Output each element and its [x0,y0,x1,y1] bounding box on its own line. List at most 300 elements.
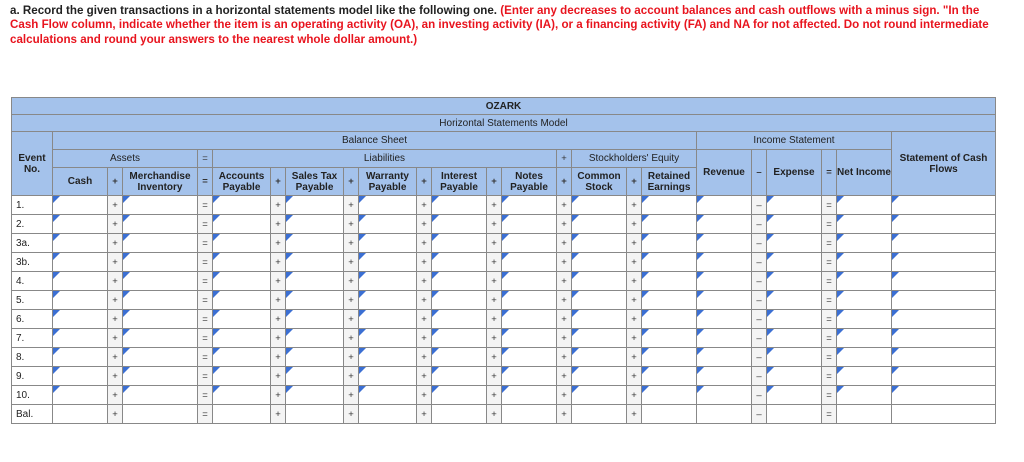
input-marker-icon [123,253,130,260]
equals-op: = [822,329,837,348]
plus-op: + [627,386,642,405]
plus-op: + [344,386,359,405]
net-income-input[interactable] [837,367,892,386]
common-stock-input[interactable] [572,348,627,367]
input-marker-icon [502,386,509,393]
notes-payable-input[interactable] [502,329,557,348]
equals-op: = [822,310,837,329]
net-income-header: Net Income [837,150,892,196]
inventory-input[interactable] [123,215,198,234]
retained-earnings-input[interactable] [642,272,697,291]
common-stock-input[interactable] [572,386,627,405]
warranty-payable-input[interactable] [359,386,417,405]
interest-payable-input[interactable] [432,215,487,234]
retained-earnings-input[interactable] [642,215,697,234]
cash-flow-input[interactable] [892,291,996,310]
common-stock-header: Common Stock [572,168,627,196]
plus-op: + [108,272,123,291]
input-marker-icon [642,215,649,222]
retained-earnings-input[interactable] [642,405,697,424]
warranty-payable-input[interactable] [359,329,417,348]
plus-op: + [344,234,359,253]
common-stock-input[interactable] [572,253,627,272]
cash-input[interactable] [53,310,108,329]
cash-flow-input[interactable] [892,310,996,329]
input-marker-icon [359,215,366,222]
warranty-payable-input[interactable] [359,405,417,424]
cash-input[interactable] [53,386,108,405]
instructions-lead: a. Record the given transactions in a horizontal statements model like the following one. [10,4,498,17]
common-stock-input[interactable] [572,215,627,234]
plus-op: + [108,291,123,310]
sales-tax-payable-input[interactable] [286,367,344,386]
expense-header: Expense [767,150,822,196]
common-stock-input[interactable] [572,234,627,253]
input-marker-icon [432,348,439,355]
event-label: 7. [12,329,53,348]
inventory-input[interactable] [123,405,198,424]
accounts-payable-input[interactable] [213,253,271,272]
input-marker-icon [502,367,509,374]
plus-op: + [417,329,432,348]
notes-payable-input[interactable] [502,367,557,386]
notes-payable-input[interactable] [502,405,557,424]
retained-earnings-input[interactable] [642,253,697,272]
input-marker-icon [286,272,293,279]
sales-tax-payable-input[interactable] [286,310,344,329]
table-row [12,196,996,215]
interest-payable-input[interactable] [432,348,487,367]
input-marker-icon [767,272,774,279]
input-marker-icon [767,215,774,222]
warranty-payable-input[interactable] [359,291,417,310]
input-marker-icon [213,196,220,203]
inventory-input[interactable] [123,272,198,291]
cash-flow-input[interactable] [892,196,996,215]
plus-op: + [417,272,432,291]
cash-flow-input[interactable] [892,272,996,291]
expense-input[interactable] [767,405,822,424]
input-marker-icon [892,215,899,222]
plus-op: + [417,234,432,253]
sales-tax-payable-input[interactable] [286,405,344,424]
net-income-input[interactable] [837,348,892,367]
net-income-input[interactable] [837,386,892,405]
input-marker-icon [432,196,439,203]
event-label: 3a. [12,234,53,253]
input-marker-icon [359,253,366,260]
plus-op: + [557,196,572,215]
plus-op: + [271,310,286,329]
plus-op: + [344,272,359,291]
net-income-input[interactable] [837,234,892,253]
revenue-input[interactable] [697,348,752,367]
expense-input[interactable] [767,310,822,329]
cash-input[interactable] [53,196,108,215]
warranty-payable-input[interactable] [359,196,417,215]
sales-tax-payable-input[interactable] [286,329,344,348]
equals-op: = [822,291,837,310]
plus-op: + [557,234,572,253]
input-marker-icon [359,310,366,317]
plus-op: + [108,253,123,272]
input-marker-icon [53,291,60,298]
notes-payable-input[interactable] [502,386,557,405]
input-marker-icon [572,386,579,393]
sales-tax-payable-input[interactable] [286,272,344,291]
equity-header: Stockholders' Equity [572,150,697,168]
input-marker-icon [572,272,579,279]
common-stock-input[interactable] [572,272,627,291]
input-marker-icon [53,196,60,203]
accounts-payable-input[interactable] [213,348,271,367]
interest-payable-input[interactable] [432,272,487,291]
notes-payable-input[interactable] [502,196,557,215]
cash-flow-input[interactable] [892,215,996,234]
plus-op: + [108,215,123,234]
sales-tax-payable-input[interactable] [286,215,344,234]
minus-op: – [752,272,767,291]
cash-input[interactable] [53,367,108,386]
plus-op: + [557,215,572,234]
inventory-input[interactable] [123,329,198,348]
sales-tax-payable-input[interactable] [286,196,344,215]
equals-op: = [822,272,837,291]
net-income-input[interactable] [837,310,892,329]
plus-op: + [487,386,502,405]
notes-payable-header: Notes Payable [502,168,557,196]
notes-payable-input[interactable] [502,310,557,329]
common-stock-input[interactable] [572,405,627,424]
instructions [10,4,1010,47]
input-marker-icon [892,196,899,203]
input-marker-icon [767,196,774,203]
input-marker-icon [572,348,579,355]
plus-op: + [487,291,502,310]
revenue-input[interactable] [697,196,752,215]
table-row [12,253,996,272]
interest-payable-input[interactable] [432,253,487,272]
plus-op: + [487,367,502,386]
retained-earnings-input[interactable] [642,310,697,329]
revenue-input[interactable] [697,234,752,253]
common-stock-input[interactable] [572,310,627,329]
expense-input[interactable] [767,386,822,405]
net-income-input[interactable] [837,291,892,310]
retained-earnings-input[interactable] [642,196,697,215]
input-marker-icon [53,253,60,260]
cash-input[interactable] [53,234,108,253]
cash-flow-input[interactable] [892,253,996,272]
sales-tax-payable-input[interactable] [286,348,344,367]
net-income-input[interactable] [837,196,892,215]
input-marker-icon [213,310,220,317]
input-marker-icon [286,253,293,260]
horizontal-statements-model-table [11,97,996,424]
warranty-payable-input[interactable] [359,234,417,253]
accounts-payable-input[interactable] [213,310,271,329]
input-marker-icon [767,329,774,336]
cash-flow-input[interactable] [892,386,996,405]
input-marker-icon [892,234,899,241]
input-marker-icon [572,291,579,298]
plus-op: + [344,215,359,234]
cash-flow-input[interactable] [892,329,996,348]
inventory-input[interactable] [123,386,198,405]
input-marker-icon [213,215,220,222]
input-marker-icon [837,310,844,317]
notes-payable-input[interactable] [502,234,557,253]
cash-flow-input[interactable] [892,234,996,253]
accounts-payable-input[interactable] [213,272,271,291]
plus-op: + [557,168,572,196]
input-marker-icon [213,329,220,336]
expense-input[interactable] [767,329,822,348]
plus-op: + [271,386,286,405]
warranty-payable-input[interactable] [359,215,417,234]
equals-op: = [198,386,213,405]
cash-input[interactable] [53,348,108,367]
input-marker-icon [642,310,649,317]
retained-earnings-input[interactable] [642,291,697,310]
interest-payable-input[interactable] [432,291,487,310]
input-marker-icon [213,367,220,374]
input-marker-icon [837,196,844,203]
cash-input[interactable] [53,215,108,234]
input-marker-icon [286,196,293,203]
equals-op: = [198,367,213,386]
event-label: 4. [12,272,53,291]
input-marker-icon [432,272,439,279]
input-marker-icon [123,367,130,374]
accounts-payable-input[interactable] [213,405,271,424]
input-marker-icon [767,234,774,241]
input-marker-icon [767,367,774,374]
revenue-input[interactable] [697,310,752,329]
plus-op: + [487,405,502,424]
plus-op: + [108,196,123,215]
input-marker-icon [502,310,509,317]
accounts-payable-header: Accounts Payable [213,168,271,196]
input-marker-icon [286,367,293,374]
interest-payable-input[interactable] [432,196,487,215]
inventory-input[interactable] [123,367,198,386]
expense-input[interactable] [767,291,822,310]
input-marker-icon [53,348,60,355]
revenue-input[interactable] [697,215,752,234]
instructions-red: (Enter any decreases to account balances and cash outflows with a minus sign. "In the Cash Flow column, indicate whether the item is an operating activity (OA), an investing activity (IA), or a financing activity (FA) and NA for not affected. Do not round intermediate calculations and round your answers to the nearest whole dollar amount.) [10,4,989,46]
input-marker-icon [892,386,899,393]
cash-input[interactable] [53,291,108,310]
input-marker-icon [642,367,649,374]
input-marker-icon [123,329,130,336]
expense-input[interactable] [767,253,822,272]
input-marker-icon [642,329,649,336]
input-marker-icon [53,367,60,374]
plus-op: + [108,234,123,253]
expense-input[interactable] [767,348,822,367]
expense-input[interactable] [767,196,822,215]
input-marker-icon [837,329,844,336]
plus-op: + [344,253,359,272]
input-marker-icon [572,367,579,374]
sales-tax-payable-input[interactable] [286,291,344,310]
cash-flow-input[interactable] [892,367,996,386]
cash-input[interactable] [53,253,108,272]
plus-op: + [487,168,502,196]
plus-op: + [344,196,359,215]
notes-payable-input[interactable] [502,291,557,310]
input-marker-icon [767,310,774,317]
cash-input[interactable] [53,272,108,291]
expense-input[interactable] [767,272,822,291]
minus-op: – [752,367,767,386]
common-stock-input[interactable] [572,329,627,348]
accounts-payable-input[interactable] [213,291,271,310]
input-marker-icon [53,234,60,241]
expense-input[interactable] [767,234,822,253]
accounts-payable-input[interactable] [213,329,271,348]
sales-tax-payable-input[interactable] [286,253,344,272]
revenue-input[interactable] [697,291,752,310]
warranty-payable-input[interactable] [359,367,417,386]
input-marker-icon [359,234,366,241]
interest-payable-input[interactable] [432,310,487,329]
common-stock-input[interactable] [572,291,627,310]
plus-op: + [487,196,502,215]
warranty-payable-input[interactable] [359,272,417,291]
balance-sheet-header: Balance Sheet [53,132,697,150]
interest-payable-input[interactable] [432,405,487,424]
inventory-input[interactable] [123,291,198,310]
cash-input[interactable] [53,329,108,348]
input-marker-icon [837,272,844,279]
cash-flows-header: Statement of Cash Flows [892,132,996,196]
plus-op: + [271,234,286,253]
event-label: 9. [12,367,53,386]
expense-input[interactable] [767,367,822,386]
plus-op: + [627,310,642,329]
accounts-payable-input[interactable] [213,386,271,405]
common-stock-input[interactable] [572,367,627,386]
retained-earnings-input[interactable] [642,348,697,367]
expense-input[interactable] [767,215,822,234]
equals-op: = [198,150,213,168]
input-marker-icon [432,386,439,393]
revenue-input[interactable] [697,405,752,424]
warranty-payable-input[interactable] [359,253,417,272]
interest-payable-input[interactable] [432,329,487,348]
revenue-input[interactable] [697,253,752,272]
input-marker-icon [359,291,366,298]
net-income-input[interactable] [837,272,892,291]
inventory-input[interactable] [123,253,198,272]
input-marker-icon [502,272,509,279]
interest-payable-input[interactable] [432,234,487,253]
table-row [12,234,996,253]
input-marker-icon [837,348,844,355]
table-row [12,348,996,367]
revenue-header: Revenue [697,150,752,196]
cash-flow-input[interactable] [892,348,996,367]
plus-op: + [557,405,572,424]
plus-op: + [271,291,286,310]
inventory-input[interactable] [123,348,198,367]
plus-op: + [627,329,642,348]
plus-op: + [344,310,359,329]
revenue-input[interactable] [697,272,752,291]
input-marker-icon [697,215,704,222]
cash-flow-input[interactable] [892,405,996,424]
equals-op: = [822,215,837,234]
minus-op: – [752,196,767,215]
revenue-input[interactable] [697,329,752,348]
notes-payable-input[interactable] [502,253,557,272]
retained-earnings-header: Retained Earnings [642,168,697,196]
revenue-input[interactable] [697,367,752,386]
retained-earnings-input[interactable] [642,386,697,405]
notes-payable-input[interactable] [502,348,557,367]
interest-payable-input[interactable] [432,386,487,405]
input-marker-icon [53,215,60,222]
plus-op: + [557,386,572,405]
inventory-input[interactable] [123,196,198,215]
warranty-payable-input[interactable] [359,310,417,329]
plus-op: + [487,348,502,367]
sales-tax-payable-input[interactable] [286,386,344,405]
input-marker-icon [892,329,899,336]
net-income-input[interactable] [837,329,892,348]
accounts-payable-input[interactable] [213,234,271,253]
input-marker-icon [767,253,774,260]
minus-op: – [752,310,767,329]
sales-tax-payable-input[interactable] [286,234,344,253]
plus-op: + [627,196,642,215]
net-income-input[interactable] [837,405,892,424]
retained-earnings-input[interactable] [642,329,697,348]
plus-op: + [417,215,432,234]
accounts-payable-input[interactable] [213,215,271,234]
accounts-payable-input[interactable] [213,196,271,215]
input-marker-icon [767,348,774,355]
input-marker-icon [432,310,439,317]
retained-earnings-input[interactable] [642,234,697,253]
inventory-input[interactable] [123,310,198,329]
notes-payable-input[interactable] [502,215,557,234]
warranty-payable-input[interactable] [359,348,417,367]
input-marker-icon [697,272,704,279]
inventory-input[interactable] [123,234,198,253]
equals-op: = [198,196,213,215]
net-income-input[interactable] [837,215,892,234]
revenue-input[interactable] [697,386,752,405]
notes-payable-input[interactable] [502,272,557,291]
input-marker-icon [697,310,704,317]
common-stock-input[interactable] [572,196,627,215]
net-income-input[interactable] [837,253,892,272]
accounts-payable-input[interactable] [213,367,271,386]
cash-input[interactable] [53,405,108,424]
input-marker-icon [432,291,439,298]
input-marker-icon [359,348,366,355]
input-marker-icon [642,291,649,298]
plus-op: + [271,215,286,234]
retained-earnings-input[interactable] [642,367,697,386]
plus-op: + [557,367,572,386]
interest-payable-input[interactable] [432,367,487,386]
plus-op: + [627,234,642,253]
input-marker-icon [642,348,649,355]
